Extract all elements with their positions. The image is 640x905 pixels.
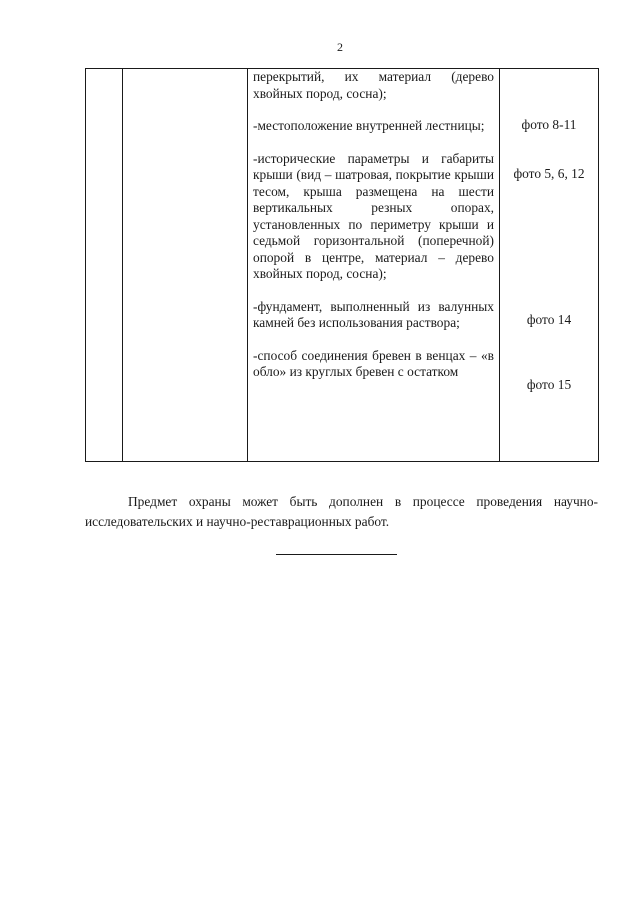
photo-reference: фото 8-11 [521, 117, 577, 132]
description-entry: -исторические параметры и габариты крыши (вид – шатровая, покрытие крыши тесом, крыша размещена на шести вертикальных резных опорах, установленных по периметру крыши и седьмой горизонтальной (поперечной) опорой в центре, материал – дерево хвойных пород, сосна); [253, 150, 494, 281]
photo-reference: фото 5, 6, 12 [513, 165, 585, 181]
description-entry: перекрытий, их материал (дерево хвойных пород, сосна); [253, 69, 494, 101]
table-row [86, 69, 599, 462]
description-cell [248, 69, 500, 462]
note-paragraph: Предмет охраны может быть дополнен в процессе проведения научно-исследовательских и научно-реставрационных работ. [85, 494, 598, 529]
description-entry: -фундамент, выполненный из валунных камней без использования раствора; [253, 298, 494, 330]
element-cell [123, 69, 248, 462]
number-cell [86, 69, 123, 462]
description-entry: -местоположение внутренней лестницы; [253, 118, 485, 133]
photo-reference: фото 14 [526, 312, 572, 327]
page-number: 2 [337, 40, 343, 54]
protection-subject-table [85, 68, 599, 462]
description-entry: -способ соединения бревен в венцах – «в обло» из круглых бревен с остатком [253, 347, 494, 379]
photo-reference: фото 15 [526, 376, 572, 392]
photo-cell [500, 69, 599, 462]
end-divider [276, 554, 397, 555]
